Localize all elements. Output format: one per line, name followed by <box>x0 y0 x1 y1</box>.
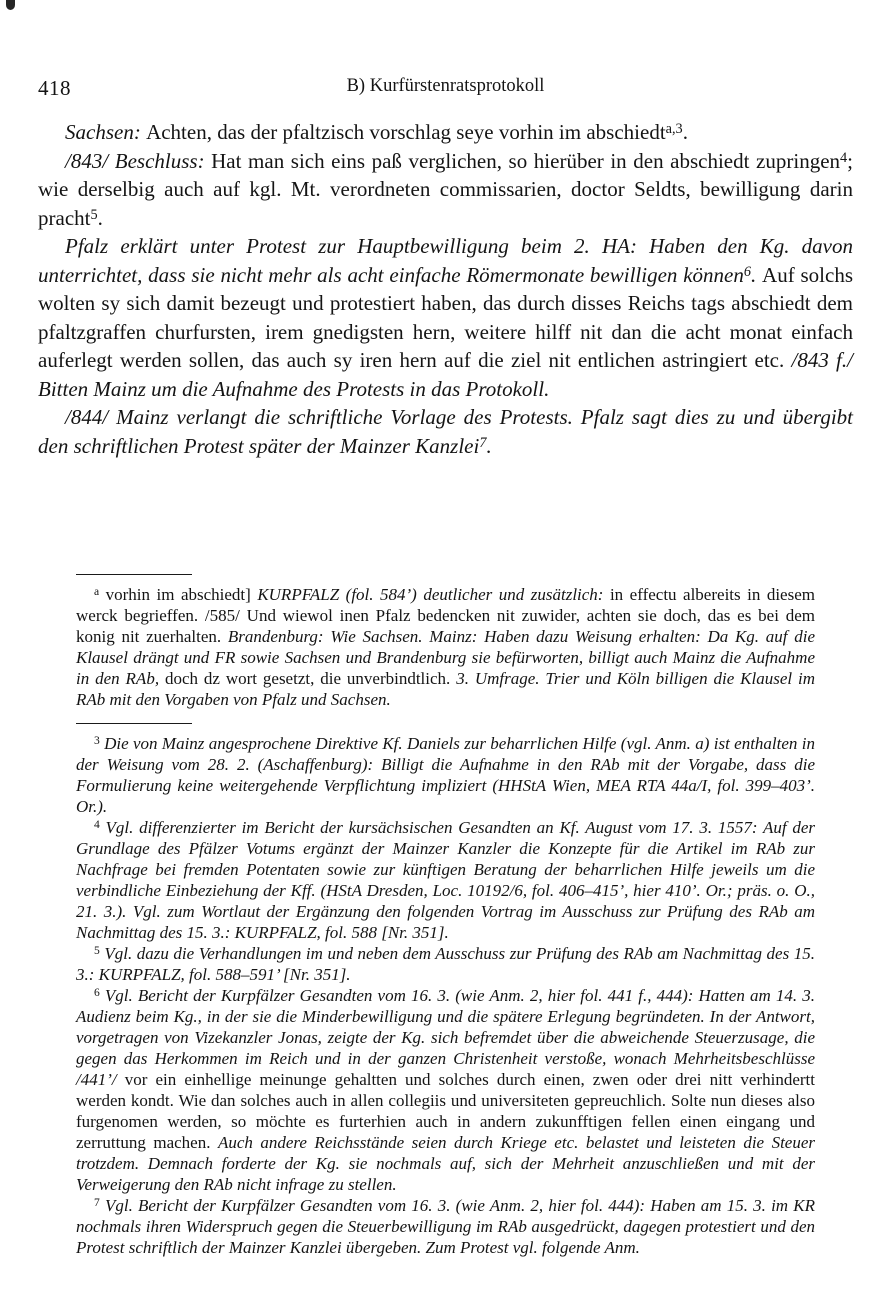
scan-artifact <box>6 0 15 10</box>
text-segment: /844/ Mainz verlangt die schriftliche Vorlage des Protests. Pfalz sagt dies zu und übergibt den schriftlichen Protest später der Mainzer Kanzlei <box>38 405 853 458</box>
text-segment: Sachsen: <box>65 120 147 144</box>
footnote-5 <box>76 943 815 985</box>
text-segment: /843 f./ Bitten Mainz um die Aufnahme des Protests in das Protokoll. <box>38 348 853 401</box>
running-head-title: B) Kurfürstenratsprotokoll <box>346 76 545 96</box>
paragraph-sachsen-votum <box>38 118 853 147</box>
text-segment: Die von Mainz angesprochene Direktive Kf. Daniels zur beharrlichen Hilfe (vgl. Anm. a) ist enthalten in der Weisung vom 28. 2. (Aschaffenburg): Billigt die Aufnahme in den RAb mit der Vorgabe, dass die Formulierung keine weitergehende Verpflichtung impliziert (HHStA Wien, MEA RTA 44a/I, fol. 399–403’. Or.). <box>76 734 815 816</box>
text-segment: . <box>682 120 688 144</box>
text-segment: . <box>751 262 763 287</box>
footnote-marker: 3 <box>94 734 100 748</box>
text-segment: . <box>97 205 103 230</box>
footnote-marker: 5 <box>94 944 100 958</box>
text-segment: Hat man sich eins paß verglichen, so hierüber in den abschiedt zupringen <box>211 148 841 173</box>
footnote-4 <box>76 817 815 943</box>
text-segment: Achten, das der pfaltzisch vorschlag seye vorhin im abschiedt <box>146 120 666 144</box>
text-segment: . <box>486 433 492 458</box>
footnote-separator-top <box>76 574 192 575</box>
text-segment: KURPFALZ (fol. 584’) deutlicher und zusätzlich: <box>257 585 604 604</box>
footnote-6 <box>76 985 815 1195</box>
paragraph-mainz-kanzlei <box>38 403 853 460</box>
text-segment: vor ein einhellige meinunge gehaltten und solches durch einen, zwen oder drei nitt verhindertt werden kondt. Wie dan solches auch in allen collegiis und universiteten gepreuchlich. Solte nun dieses also furgenomen werden, so möchte es furterhien auch in andern zukunfftigen fellen einen eingang und zerruttung machen. <box>76 1070 815 1152</box>
footnote-marker: a <box>94 585 100 599</box>
footnote-marker: 4 <box>94 818 100 832</box>
text-segment: 3. Umfrage. Trier und Köln billigen die Klausel im RAb mit den Vorgaben von Pfalz und Sachsen. <box>76 669 815 709</box>
footnote-marker: 7 <box>479 434 487 451</box>
text-segment: doch dz wort gesetzt, die unverbindtlich. <box>159 669 457 688</box>
page-content <box>38 0 853 1257</box>
text-segment: Auch andere Reichsstände seien durch Kriege etc. belastet und leisteten die Steuer trotzdem. Demnach forderte der Kg. sie nochmals auf, sich der Mehrheit anzuschließen und mit der Verweigerung den RAb nicht infrage zu stellen. <box>76 1133 816 1194</box>
footnote-marker: 5 <box>90 206 98 223</box>
page-number: 418 <box>38 76 71 100</box>
footnote-7 <box>76 1195 815 1258</box>
footnote-marker: 7 <box>94 1196 100 1210</box>
text-segment: Brandenburg: Wie Sachsen. Mainz: Haben dazu Weisung erhalten: Da Kg. auf die Klausel drängt und FR sowie Sachsen und Brandenburg sie befürworten, billigt auch Mainz die Aufnahme in den RAb, <box>76 627 815 688</box>
footnote-marker: 4 <box>840 149 848 166</box>
text-segment: Auf solchs wolten sy sich damit bezeugt und protestiert haben, das durch disses Reichs tags abschiedt dem pfaltzgraffen churfursten, irem gnedigsten hern, weitere hilff nit dan die acht monat einfach auferlegt werden sollen, das auch sy iren hern auf die ziel nit entlichen astringiert etc. <box>38 262 853 372</box>
text-segment: Vgl. Bericht der Kurpfälzer Gesandten vom 16. 3. (wie Anm. 2, hier fol. 441 f., 444): Hatten am 14. 3. Audienz beim Kg., in der sie die Minderbewilligung und die spätere Erlegung begründeten. In der Antwort, vorgetragen von Vizekanzler Jonas, zeigte der Kg. sich befremdet über die abweichende Steuerzusage, die gegen das Herkommen im Reich und in der ganzen Christenheit verstoße, wonach Mehrheitsbeschlüsse /441’/ <box>76 986 815 1089</box>
text-segment: Pfalz erklärt unter Protest zur Hauptbewilligung beim 2. HA: Haben den Kg. davon unterrichtet, dass sie nicht mehr als acht einfache Römermonate bewilligen können <box>38 234 853 287</box>
text-segment: ; wie derselbig auch auf kgl. Mt. verordneten commissarien, doctor Seldts, bewilligung darin pracht <box>38 148 853 230</box>
text-segment: Vgl. dazu die Verhandlungen im und neben dem Ausschuss zur Prüfung des RAb am Nachmittag des 15. 3.: KURPFALZ, fol. 588–591’ [Nr. 351]. <box>76 944 815 984</box>
text-segment: Vgl. differenzierter im Bericht der kursächsischen Gesandten an Kf. August vom 17. 3. 1557: Auf der Grundlage des Pfälzer Votums ergänzt der Mainzer Kanzler die Konzepte für die Artikel im RAb zur Nachfrage bei fremden Potentaten sowie zur künftigen Beratung der beharrlichen Hilfe jeweils um die verbindliche Einbeziehung der Kff. (HStA Dresden, Loc. 10192/6, fol. 406–415’, hier 410’. Or.; präs. o. O., 21. 3.). Vgl. zum Wortlaut der Ergänzung den folgenden Vortrag im Ausschuss zur Prüfung des RAb am Nachmittag des 15. 3.: KURPFALZ, fol. 588 [Nr. 351]. <box>76 818 815 942</box>
text-segment: /843/ Beschluss: <box>65 148 212 173</box>
text-segment: in effectu albereits in diesem werck begrieffen. /585/ Und wiewol inen Pfalz bedencken nit zuwider, achten sie doch, das es bei dem konig nit zuerhalten. <box>76 585 815 646</box>
footnote-3 <box>76 733 815 817</box>
footnote-letter-a <box>76 584 815 710</box>
page-header <box>38 76 853 100</box>
text-segment: Vgl. Bericht der Kurpfälzer Gesandten vom 16. 3. (wie Anm. 2, hier fol. 444): Haben am 15. 3. im KR nochmals ihren Widerspruch gegen die Steuerbewilligung im RAb ausgedrückt, dagegen protestiert und den Protest schriftlich der Mainzer Kanzlei übergeben. Zum Protest vgl. folgende Anm. <box>76 1196 815 1257</box>
footnote-marker: 6 <box>94 986 100 1000</box>
main-text-block <box>38 118 853 460</box>
text-segment: vorhin im abschiedt] <box>99 585 258 604</box>
paragraph-pfalz-protest <box>38 232 853 403</box>
footnote-marker: a,3 <box>665 121 683 138</box>
paragraph-beschluss <box>38 147 853 233</box>
footnote-marker: 6 <box>743 263 751 280</box>
footnote-area <box>76 574 815 1258</box>
footnote-separator-numbered <box>76 723 192 724</box>
